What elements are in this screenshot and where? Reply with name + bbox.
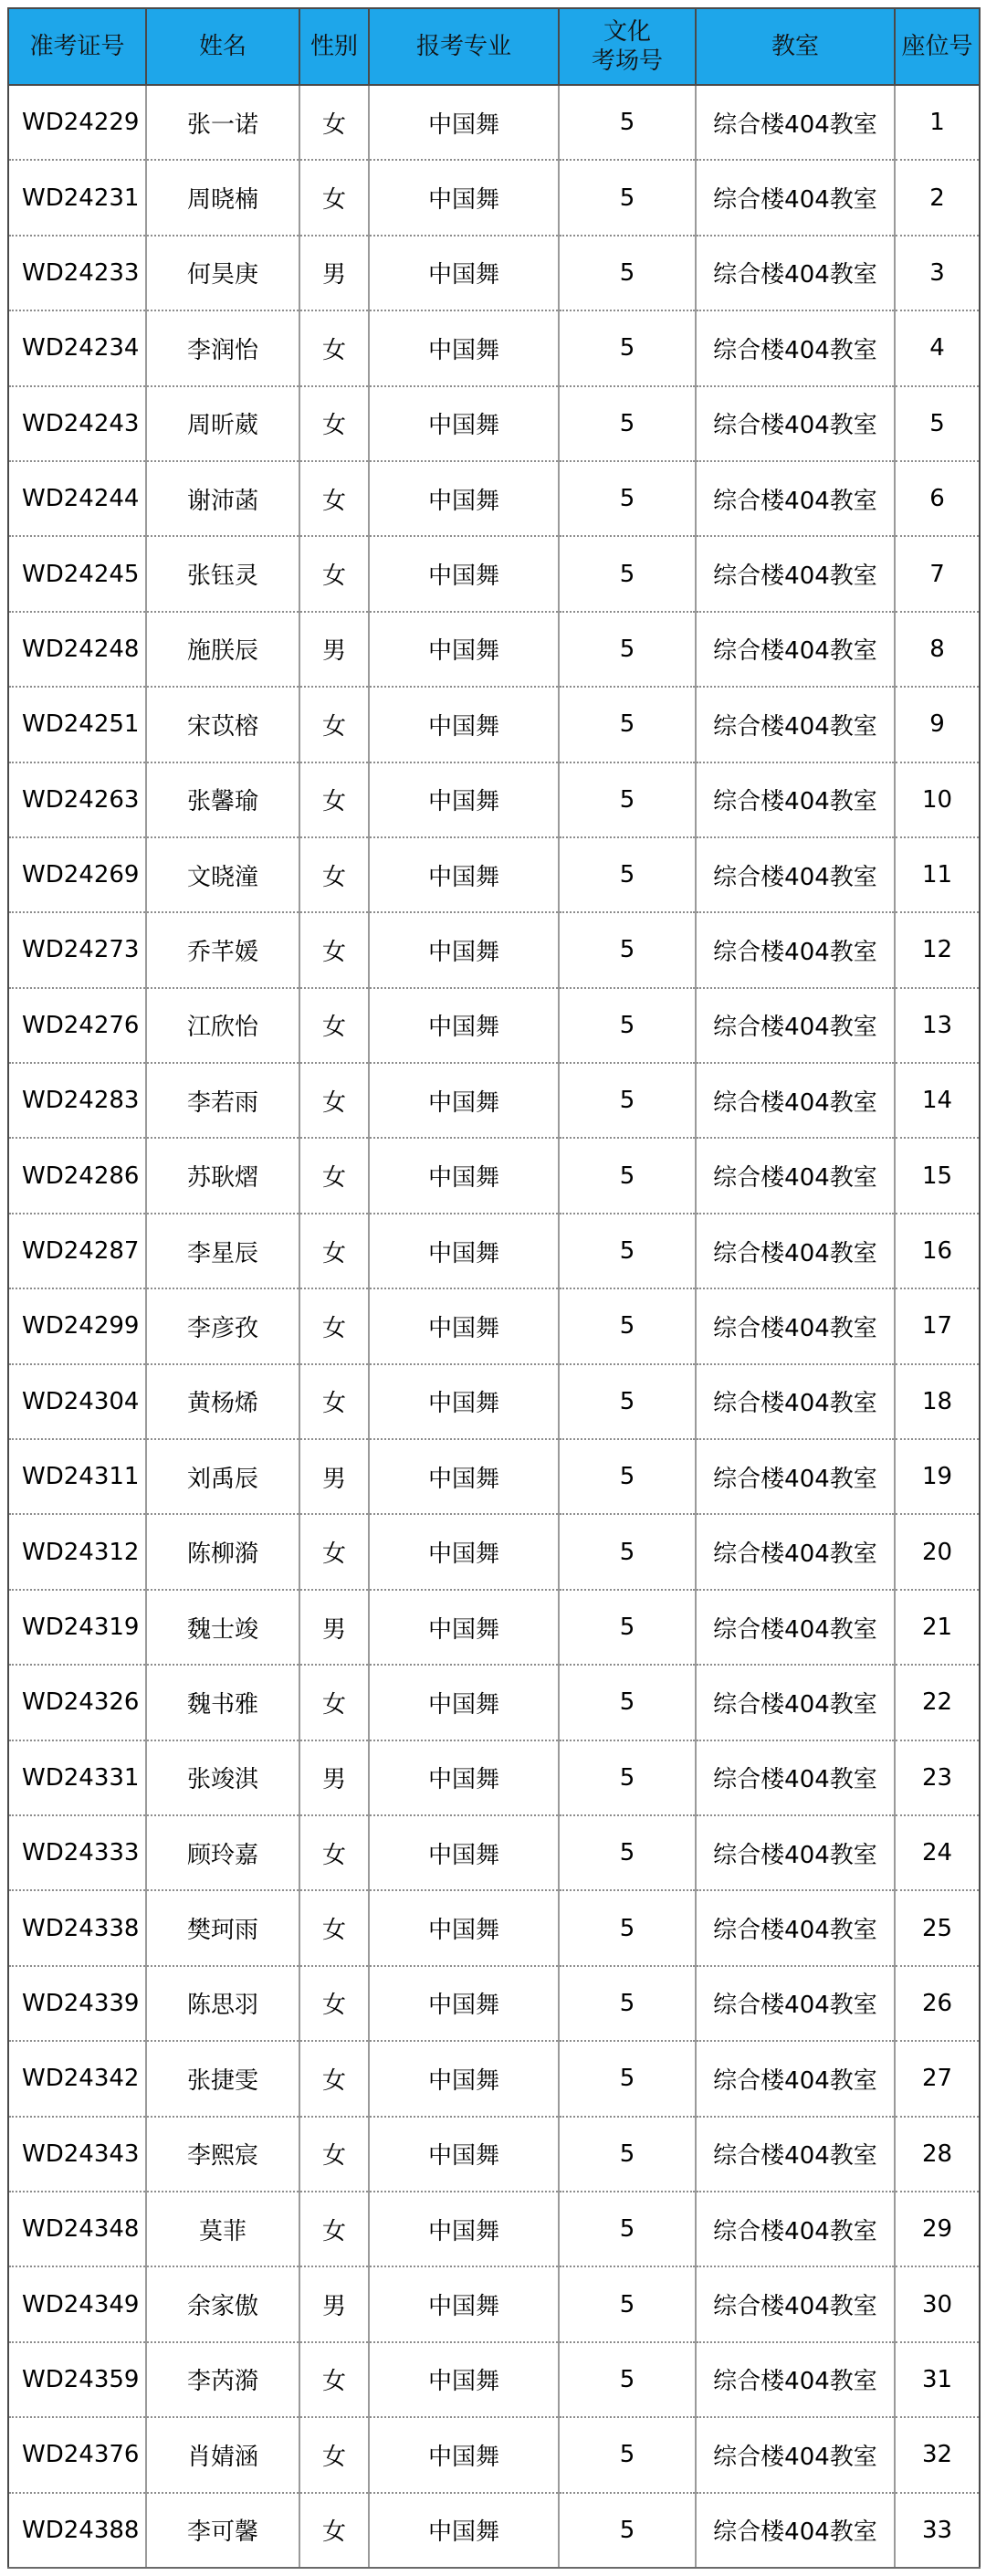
- cell-gender: 女: [299, 386, 369, 461]
- cell-gender: 女: [299, 2041, 369, 2116]
- cell-gender: 男: [299, 1740, 369, 1815]
- cell-seat: 32: [895, 2417, 980, 2492]
- cell-classroom: 综合楼404教室: [696, 1214, 895, 1288]
- cell-exam-id: WD24359: [8, 2342, 146, 2417]
- cell-culture-room: 5: [559, 160, 696, 235]
- cell-classroom: 综合楼404教室: [696, 1590, 895, 1665]
- cell-exam-id: WD24319: [8, 1590, 146, 1665]
- cell-major: 中国舞: [369, 310, 559, 385]
- cell-classroom: 综合楼404教室: [696, 1063, 895, 1138]
- cell-seat: 25: [895, 1890, 980, 1965]
- cell-seat: 10: [895, 762, 980, 837]
- cell-culture-room: 5: [559, 1890, 696, 1965]
- cell-culture-room: 5: [559, 2417, 696, 2492]
- cell-gender: 女: [299, 1288, 369, 1363]
- table-row: [8, 1890, 980, 1965]
- cell-exam-id: WD24233: [8, 236, 146, 310]
- cell-major: 中国舞: [369, 762, 559, 837]
- cell-culture-room: 5: [559, 1214, 696, 1288]
- cell-name: 肖婧涵: [146, 2417, 299, 2492]
- cell-gender: 女: [299, 1514, 369, 1589]
- cell-culture-room: 5: [559, 1138, 696, 1213]
- cell-exam-id: WD24343: [8, 2117, 146, 2192]
- cell-major: 中国舞: [369, 1514, 559, 1589]
- cell-seat: 13: [895, 988, 980, 1063]
- cell-major: 中国舞: [369, 2041, 559, 2116]
- cell-culture-room: 5: [559, 2117, 696, 2192]
- table-row: [8, 85, 980, 160]
- cell-major: 中国舞: [369, 2117, 559, 2192]
- cell-classroom: 综合楼404教室: [696, 1364, 895, 1439]
- header-culture-room-line2: 考场号: [591, 47, 663, 75]
- cell-gender: 女: [299, 1815, 369, 1890]
- cell-exam-id: WD24333: [8, 1815, 146, 1890]
- cell-classroom: 综合楼404教室: [696, 1740, 895, 1815]
- cell-name: 莫菲: [146, 2192, 299, 2266]
- cell-exam-id: WD24311: [8, 1439, 146, 1514]
- cell-major: 中国舞: [369, 2342, 559, 2417]
- cell-seat: 7: [895, 536, 980, 611]
- cell-culture-room: 5: [559, 1514, 696, 1589]
- cell-major: 中国舞: [369, 386, 559, 461]
- cell-classroom: 综合楼404教室: [696, 1815, 895, 1890]
- cell-name: 张钰灵: [146, 536, 299, 611]
- cell-seat: 23: [895, 1740, 980, 1815]
- cell-seat: 14: [895, 1063, 980, 1138]
- table-row: [8, 1364, 980, 1439]
- cell-exam-id: WD24299: [8, 1288, 146, 1363]
- cell-name: 李芮漪: [146, 2342, 299, 2417]
- cell-classroom: 综合楼404教室: [696, 1966, 895, 2041]
- cell-classroom: 综合楼404教室: [696, 160, 895, 235]
- cell-major: 中国舞: [369, 837, 559, 912]
- exam-seating-table-container: [7, 7, 979, 2569]
- cell-seat: 16: [895, 1214, 980, 1288]
- cell-exam-id: WD24248: [8, 612, 146, 687]
- cell-major: 中国舞: [369, 687, 559, 762]
- cell-gender: 女: [299, 837, 369, 912]
- cell-gender: 男: [299, 1439, 369, 1514]
- cell-major: 中国舞: [369, 1590, 559, 1665]
- cell-exam-id: WD24349: [8, 2266, 146, 2341]
- cell-major: 中国舞: [369, 2417, 559, 2492]
- cell-gender: 女: [299, 1063, 369, 1138]
- cell-classroom: 综合楼404教室: [696, 85, 895, 160]
- cell-seat: 18: [895, 1364, 980, 1439]
- cell-major: 中国舞: [369, 2266, 559, 2341]
- table-row: [8, 1439, 980, 1514]
- header-classroom: 教室: [696, 8, 895, 85]
- cell-name: 黄杨烯: [146, 1364, 299, 1439]
- cell-name: 何昊庚: [146, 236, 299, 310]
- header-gender: 性别: [299, 8, 369, 85]
- cell-gender: 女: [299, 85, 369, 160]
- table-row: [8, 1740, 980, 1815]
- cell-exam-id: WD24304: [8, 1364, 146, 1439]
- cell-culture-room: 5: [559, 310, 696, 385]
- header-row: [8, 8, 980, 85]
- cell-seat: 22: [895, 1665, 980, 1740]
- cell-major: 中国舞: [369, 536, 559, 611]
- cell-seat: 17: [895, 1288, 980, 1363]
- table-row: [8, 2342, 980, 2417]
- cell-gender: 女: [299, 2342, 369, 2417]
- table-row: [8, 1288, 980, 1363]
- table-row: [8, 236, 980, 310]
- cell-culture-room: 5: [559, 2192, 696, 2266]
- table-row: [8, 2041, 980, 2116]
- cell-classroom: 综合楼404教室: [696, 2192, 895, 2266]
- cell-culture-room: 5: [559, 1063, 696, 1138]
- cell-major: 中国舞: [369, 1214, 559, 1288]
- table-row: [8, 310, 980, 385]
- cell-culture-room: 5: [559, 1439, 696, 1514]
- cell-culture-room: 5: [559, 236, 696, 310]
- table-row: [8, 536, 980, 611]
- table-row: [8, 1138, 980, 1213]
- cell-culture-room: 5: [559, 988, 696, 1063]
- cell-major: 中国舞: [369, 2192, 559, 2266]
- cell-culture-room: 5: [559, 85, 696, 160]
- table-row: [8, 762, 980, 837]
- cell-name: 李可馨: [146, 2493, 299, 2568]
- cell-major: 中国舞: [369, 1063, 559, 1138]
- cell-seat: 26: [895, 1966, 980, 2041]
- cell-name: 谢沛菡: [146, 461, 299, 536]
- cell-gender: 女: [299, 310, 369, 385]
- cell-classroom: 综合楼404教室: [696, 536, 895, 611]
- exam-seating-table: [7, 7, 981, 2569]
- cell-classroom: 综合楼404教室: [696, 2266, 895, 2341]
- cell-major: 中国舞: [369, 912, 559, 987]
- cell-culture-room: 5: [559, 2041, 696, 2116]
- cell-name: 顾玲嘉: [146, 1815, 299, 1890]
- cell-classroom: 综合楼404教室: [696, 1138, 895, 1213]
- cell-exam-id: WD24283: [8, 1063, 146, 1138]
- cell-classroom: 综合楼404教室: [696, 988, 895, 1063]
- header-name: 姓名: [146, 8, 299, 85]
- cell-classroom: 综合楼404教室: [696, 837, 895, 912]
- cell-seat: 28: [895, 2117, 980, 2192]
- cell-culture-room: 5: [559, 2493, 696, 2568]
- cell-seat: 11: [895, 837, 980, 912]
- cell-classroom: 综合楼404教室: [696, 2117, 895, 2192]
- cell-exam-id: WD24312: [8, 1514, 146, 1589]
- cell-name: 周昕葳: [146, 386, 299, 461]
- cell-gender: 男: [299, 612, 369, 687]
- cell-classroom: 综合楼404教室: [696, 2041, 895, 2116]
- cell-major: 中国舞: [369, 160, 559, 235]
- table-row: [8, 461, 980, 536]
- cell-culture-room: 5: [559, 386, 696, 461]
- cell-classroom: 综合楼404教室: [696, 1665, 895, 1740]
- header-culture-room-line1: 文化: [603, 18, 651, 46]
- cell-major: 中国舞: [369, 1288, 559, 1363]
- cell-gender: 女: [299, 687, 369, 762]
- cell-classroom: 综合楼404教室: [696, 1890, 895, 1965]
- cell-name: 李星辰: [146, 1214, 299, 1288]
- cell-seat: 12: [895, 912, 980, 987]
- table-row: [8, 1063, 980, 1138]
- table-header: [8, 8, 980, 85]
- table-row: [8, 912, 980, 987]
- table-row: [8, 1514, 980, 1589]
- cell-gender: 女: [299, 1214, 369, 1288]
- cell-exam-id: WD24331: [8, 1740, 146, 1815]
- cell-seat: 21: [895, 1590, 980, 1665]
- table-row: [8, 2493, 980, 2568]
- table-row: [8, 1214, 980, 1288]
- table-row: [8, 988, 980, 1063]
- cell-culture-room: 5: [559, 1815, 696, 1890]
- cell-culture-room: 5: [559, 2342, 696, 2417]
- cell-gender: 女: [299, 1890, 369, 1965]
- cell-culture-room: 5: [559, 1288, 696, 1363]
- cell-classroom: 综合楼404教室: [696, 310, 895, 385]
- table-row: [8, 687, 980, 762]
- cell-classroom: 综合楼404教室: [696, 1514, 895, 1589]
- cell-seat: 20: [895, 1514, 980, 1589]
- cell-name: 李润怡: [146, 310, 299, 385]
- cell-culture-room: 5: [559, 1665, 696, 1740]
- table-row: [8, 1966, 980, 2041]
- cell-gender: 女: [299, 988, 369, 1063]
- cell-name: 宋苡榕: [146, 687, 299, 762]
- cell-name: 魏书雅: [146, 1665, 299, 1740]
- cell-culture-room: 5: [559, 2266, 696, 2341]
- cell-exam-id: WD24245: [8, 536, 146, 611]
- table-row: [8, 2417, 980, 2492]
- cell-exam-id: WD24287: [8, 1214, 146, 1288]
- cell-exam-id: WD24251: [8, 687, 146, 762]
- cell-exam-id: WD24231: [8, 160, 146, 235]
- cell-culture-room: 5: [559, 912, 696, 987]
- cell-seat: 1: [895, 85, 980, 160]
- cell-gender: 女: [299, 1138, 369, 1213]
- cell-exam-id: WD24273: [8, 912, 146, 987]
- cell-name: 乔芊媛: [146, 912, 299, 987]
- cell-name: 江欣怡: [146, 988, 299, 1063]
- cell-seat: 30: [895, 2266, 980, 2341]
- cell-exam-id: WD24286: [8, 1138, 146, 1213]
- header-major: 报考专业: [369, 8, 559, 85]
- cell-culture-room: 5: [559, 762, 696, 837]
- cell-major: 中国舞: [369, 1890, 559, 1965]
- cell-gender: 女: [299, 2117, 369, 2192]
- cell-exam-id: WD24263: [8, 762, 146, 837]
- cell-culture-room: 5: [559, 1966, 696, 2041]
- cell-major: 中国舞: [369, 1364, 559, 1439]
- cell-classroom: 综合楼404教室: [696, 236, 895, 310]
- table-row: [8, 837, 980, 912]
- cell-classroom: 综合楼404教室: [696, 2342, 895, 2417]
- cell-name: 陈柳漪: [146, 1514, 299, 1589]
- cell-gender: 女: [299, 1665, 369, 1740]
- table-row: [8, 2117, 980, 2192]
- cell-gender: 女: [299, 1966, 369, 2041]
- cell-name: 李熙宸: [146, 2117, 299, 2192]
- cell-exam-id: WD24244: [8, 461, 146, 536]
- cell-exam-id: WD24326: [8, 1665, 146, 1740]
- cell-name: 张一诺: [146, 85, 299, 160]
- cell-gender: 女: [299, 2417, 369, 2492]
- cell-seat: 4: [895, 310, 980, 385]
- cell-exam-id: WD24234: [8, 310, 146, 385]
- cell-seat: 31: [895, 2342, 980, 2417]
- cell-gender: 男: [299, 1590, 369, 1665]
- cell-classroom: 综合楼404教室: [696, 2493, 895, 2568]
- cell-classroom: 综合楼404教室: [696, 687, 895, 762]
- cell-name: 张馨瑜: [146, 762, 299, 837]
- cell-gender: 女: [299, 762, 369, 837]
- cell-culture-room: 5: [559, 1364, 696, 1439]
- cell-classroom: 综合楼404教室: [696, 912, 895, 987]
- cell-culture-room: 5: [559, 536, 696, 611]
- cell-seat: 5: [895, 386, 980, 461]
- cell-major: 中国舞: [369, 85, 559, 160]
- cell-seat: 19: [895, 1439, 980, 1514]
- cell-major: 中国舞: [369, 1815, 559, 1890]
- table-row: [8, 1665, 980, 1740]
- table-row: [8, 612, 980, 687]
- cell-name: 魏士竣: [146, 1590, 299, 1665]
- cell-exam-id: WD24339: [8, 1966, 146, 2041]
- cell-major: 中国舞: [369, 1439, 559, 1514]
- table-row: [8, 2192, 980, 2266]
- cell-gender: 男: [299, 2266, 369, 2341]
- cell-name: 周晓楠: [146, 160, 299, 235]
- cell-seat: 33: [895, 2493, 980, 2568]
- cell-major: 中国舞: [369, 1138, 559, 1213]
- cell-exam-id: WD24243: [8, 386, 146, 461]
- table-row: [8, 1590, 980, 1665]
- cell-name: 文晓潼: [146, 837, 299, 912]
- cell-major: 中国舞: [369, 236, 559, 310]
- cell-gender: 女: [299, 461, 369, 536]
- cell-seat: 29: [895, 2192, 980, 2266]
- cell-culture-room: 5: [559, 837, 696, 912]
- cell-exam-id: WD24338: [8, 1890, 146, 1965]
- cell-gender: 女: [299, 2493, 369, 2568]
- cell-exam-id: WD24229: [8, 85, 146, 160]
- cell-major: 中国舞: [369, 2493, 559, 2568]
- cell-classroom: 综合楼404教室: [696, 612, 895, 687]
- table-body: [8, 85, 980, 2568]
- cell-name: 陈思羽: [146, 1966, 299, 2041]
- cell-seat: 24: [895, 1815, 980, 1890]
- cell-major: 中国舞: [369, 1966, 559, 2041]
- cell-classroom: 综合楼404教室: [696, 1439, 895, 1514]
- table-row: [8, 160, 980, 235]
- cell-exam-id: WD24269: [8, 837, 146, 912]
- cell-name: 张竣淇: [146, 1740, 299, 1815]
- cell-name: 苏耿熠: [146, 1138, 299, 1213]
- cell-classroom: 综合楼404教室: [696, 1288, 895, 1363]
- cell-exam-id: WD24376: [8, 2417, 146, 2492]
- cell-major: 中国舞: [369, 1665, 559, 1740]
- cell-name: 张捷雯: [146, 2041, 299, 2116]
- cell-exam-id: WD24276: [8, 988, 146, 1063]
- cell-gender: 女: [299, 160, 369, 235]
- cell-major: 中国舞: [369, 1740, 559, 1815]
- cell-name: 施朕辰: [146, 612, 299, 687]
- cell-culture-room: 5: [559, 687, 696, 762]
- header-culture-room: [559, 8, 696, 85]
- header-seat: 座位号: [895, 8, 980, 85]
- cell-culture-room: 5: [559, 1590, 696, 1665]
- cell-culture-room: 5: [559, 461, 696, 536]
- cell-gender: 男: [299, 236, 369, 310]
- cell-culture-room: 5: [559, 612, 696, 687]
- cell-exam-id: WD24348: [8, 2192, 146, 2266]
- cell-gender: 女: [299, 912, 369, 987]
- cell-seat: 15: [895, 1138, 980, 1213]
- header-exam-id: 准考证号: [8, 8, 146, 85]
- cell-name: 李若雨: [146, 1063, 299, 1138]
- cell-major: 中国舞: [369, 988, 559, 1063]
- cell-culture-room: 5: [559, 1740, 696, 1815]
- table-row: [8, 386, 980, 461]
- cell-gender: 女: [299, 2192, 369, 2266]
- cell-classroom: 综合楼404教室: [696, 386, 895, 461]
- cell-classroom: 综合楼404教室: [696, 461, 895, 536]
- cell-gender: 女: [299, 536, 369, 611]
- cell-classroom: 综合楼404教室: [696, 762, 895, 837]
- cell-seat: 27: [895, 2041, 980, 2116]
- cell-exam-id: WD24388: [8, 2493, 146, 2568]
- cell-seat: 9: [895, 687, 980, 762]
- cell-name: 樊珂雨: [146, 1890, 299, 1965]
- cell-seat: 6: [895, 461, 980, 536]
- cell-seat: 2: [895, 160, 980, 235]
- cell-exam-id: WD24342: [8, 2041, 146, 2116]
- cell-name: 余家傲: [146, 2266, 299, 2341]
- cell-name: 李彦孜: [146, 1288, 299, 1363]
- cell-major: 中国舞: [369, 461, 559, 536]
- cell-classroom: 综合楼404教室: [696, 2417, 895, 2492]
- cell-gender: 女: [299, 1364, 369, 1439]
- cell-seat: 3: [895, 236, 980, 310]
- table-row: [8, 2266, 980, 2341]
- cell-major: 中国舞: [369, 612, 559, 687]
- cell-seat: 8: [895, 612, 980, 687]
- cell-name: 刘禹辰: [146, 1439, 299, 1514]
- table-row: [8, 1815, 980, 1890]
